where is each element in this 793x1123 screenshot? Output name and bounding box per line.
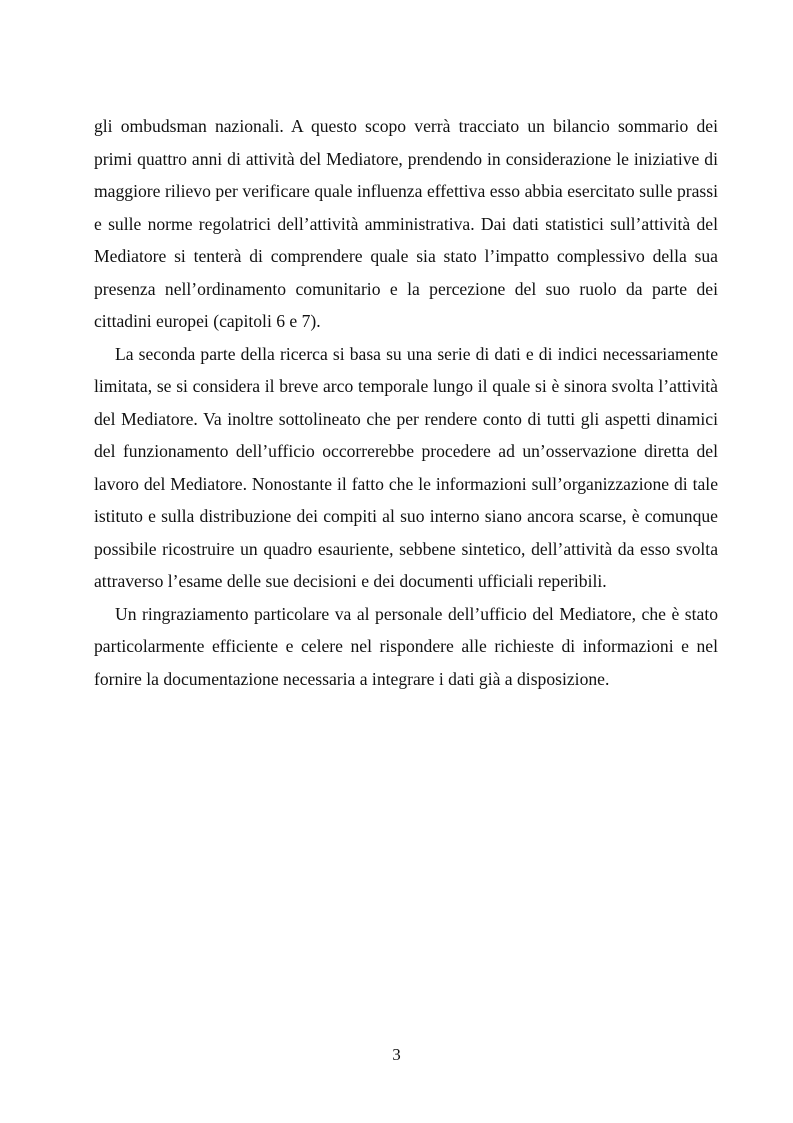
paragraph-second-part: La seconda parte della ricerca si basa su una serie di dati e di indici necessariamente limitata, se si considera il breve arco temporale lungo il quale si è sinora svolta l’attività del Mediatore. Va inoltre sottolineato che per rendere conto di tutti gli aspetti dinamici del funzionamento dell’ufficio occorrerebbe procedere ad un’osservazione diretta del lavoro del Mediatore. Nonostante il fatto che le informazioni sull’organizzazione di tale istituto e sulla distribuzione dei compiti al suo interno siano ancora scarse, è comunque possibile ricostruire un quadro esauriente, sebbene sintetico, dell’attività da esso svolta attraverso l’esame delle sue decisioni e dei documenti ufficiali reperibili. — [94, 343, 718, 591]
paragraph-continued: gli ombudsman nazionali. A questo scopo verrà tracciato un bilancio sommario dei primi quattro anni di attività del Mediatore, prendendo in considerazione le iniziative di maggiore rilievo per verificare quale influenza effettiva esso abbia esercitato sulle prassi e sulle norme regolatrici dell’attività amministrativa. Dai dati statistici sull’attività del Mediatore si tenterà di comprendere quale sia stato l’impatto complessivo della sua presenza nell’ordinamento comunitario e la percezione del suo ruolo da parte dei cittadini europei (capitoli 6 e 7). — [94, 116, 718, 331]
body-text — [94, 110, 718, 695]
paragraph-acknowledgement: Un ringraziamento particolare va al personale dell’ufficio del Mediatore, che è stato particolarmente efficiente e celere nel rispondere alle richieste di informazioni e nel fornire la documentazione necessaria a integrare i dati già a disposizione. — [94, 603, 718, 689]
page-number: 3 — [392, 1045, 401, 1064]
